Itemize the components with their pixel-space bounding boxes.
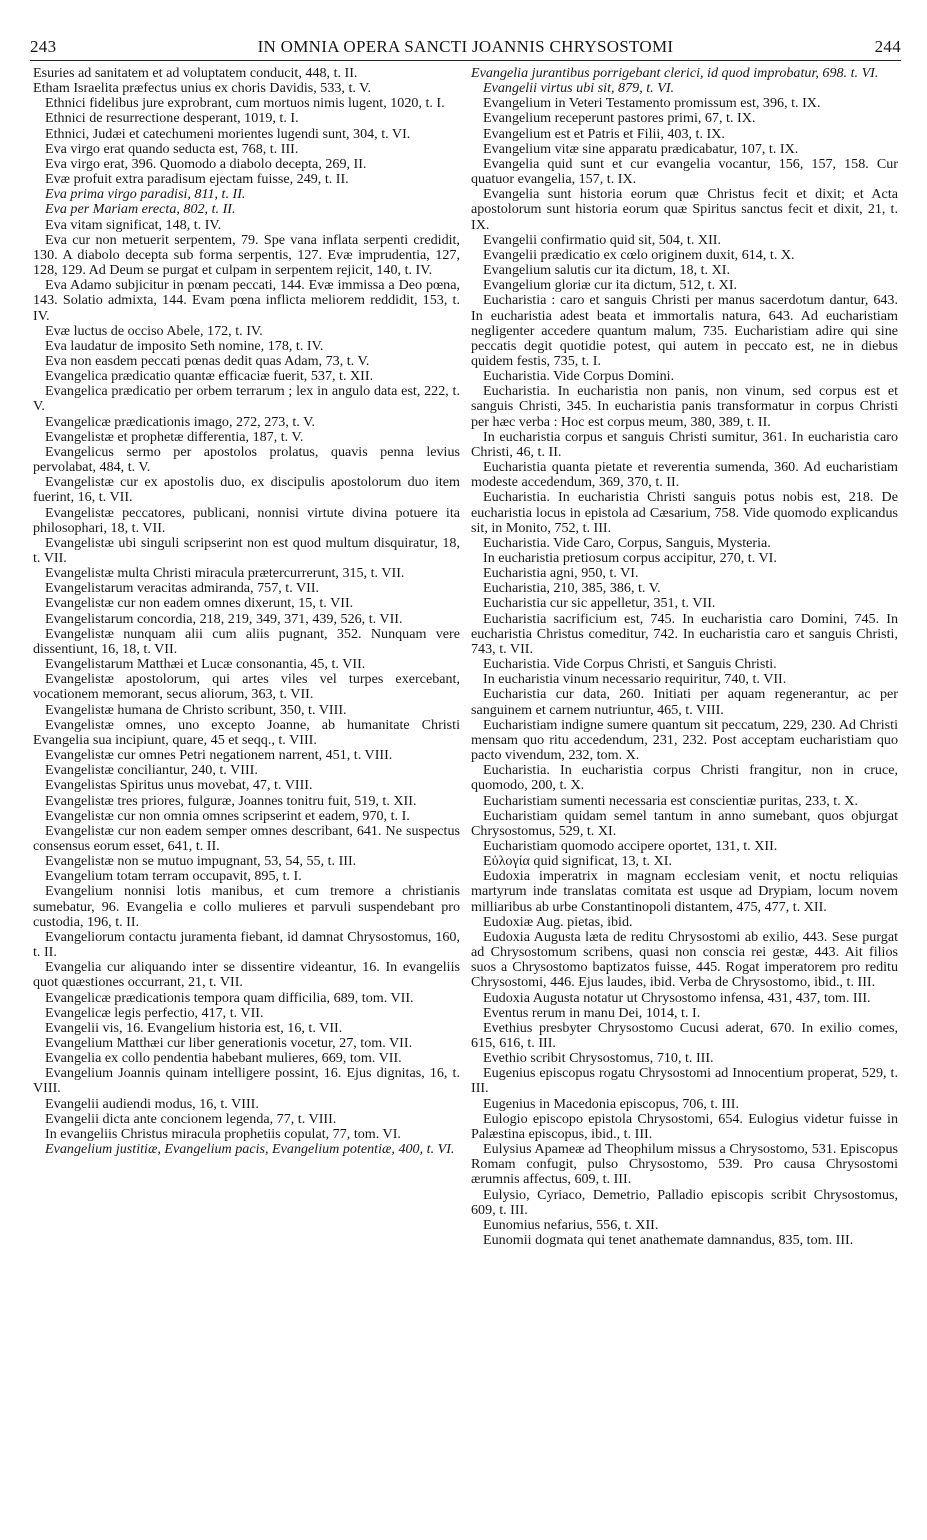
index-entry: Eucharistia cur data, 260. Initiati per aquam regenerantur, ac per sanguinem et carnem nutriuntur, 465, t. VIII. — [471, 686, 898, 718]
index-entry: Eva virgo erat quando seducta est, 768, t. III. — [45, 140, 299, 157]
index-entry: Evangelicæ legis perfectio, 417, t. VII. — [45, 1004, 264, 1021]
index-entry: Eucharistia cur sic appelletur, 351, t. VII. — [483, 595, 716, 612]
index-entry: Eucharistia, 210, 385, 386, t. V. — [483, 580, 661, 597]
index-entry: In eucharistia pretiosum corpus accipitur, 270, t. VI. — [483, 550, 777, 566]
index-entry: Eva non easdem peccati pœnas dedit quas Adam, 73, t. V. — [45, 352, 370, 369]
index-entry: Eva prima virgo paradisi, 811, t. II. — [45, 186, 246, 203]
index-entry: Evangelistæ apostolorum, qui artes viles vel turpes exercebant, vocationem memorant, secus aliorum, 363, t. VII. — [33, 671, 460, 703]
index-entry: In eucharistia corpus et sanguis Christi sumitur, 361. In eucharistia caro Christi, 46, t. II. — [471, 428, 898, 460]
index-entry: Evangelistæ peccatores, publicani, nonnisi virtute divina potuere ita philosophari, 18, t. VII. — [33, 504, 460, 536]
index-entry: Evangelium Matthæi cur liber generationis vocetur, 27, tom. VII. — [45, 1035, 413, 1051]
index-entry: Evangelii audiendi modus, 16, t. VIII. — [45, 1095, 259, 1112]
index-entry: Eulysio, Cyriaco, Demetrio, Palladio episcopis scribit Chrysostomus, 609, t. III. — [471, 1186, 898, 1218]
index-entry: Eventus rerum in manu Dei, 1014, t. I. — [483, 1004, 701, 1021]
index-entry: Esuries ad sanitatem et ad voluptatem conducit, 448, t. II. — [33, 66, 358, 81]
index-entry: Ethnici de resurrectione desperant, 1019, t. I. — [45, 110, 299, 127]
index-entry: Evangelia ex collo pendentia habebant mulieres, 669, tom. VII. — [45, 1050, 402, 1067]
index-entry: Eugenius episcopus rogatu Chrysostomi ad Innocentium properat, 529, t. III. — [471, 1065, 898, 1097]
index-entry: Ethnici, Judæi et catechumeni morientes lugendi sunt, 304, t. VI. — [45, 125, 411, 142]
running-title: IN OMNIA OPERA SANCTI JOANNIS CHRYSOSTOMI — [257, 37, 674, 56]
index-entry: Evangelicus sermo per apostolos prolatus, quavis penna levius pervolabat, 484, t. V. — [33, 443, 460, 476]
index-entry: Eudoxia Augusta notatur ut Chrysostomo infensa, 431, 437, tom. III. — [483, 989, 871, 1006]
index-entry: Evangelium vitæ sine apparatu prædicabatur, 107, t. IX. — [483, 140, 799, 157]
index-entry: Eva per Mariam erecta, 802, t. II. — [45, 201, 236, 218]
index-entry: Eucharistiam quomodo accipere oportet, 131, t. XII. — [483, 837, 778, 854]
index-entry: Evangelistæ cur non eadem omnes dixerunt, 15, t. VII. — [45, 595, 354, 612]
index-entry: Evangelium receperunt pastores primi, 67, t. IX. — [483, 110, 756, 127]
index-entry: Evangelistarum Matthæi et Lucæ consonantia, 45, t. VII. — [45, 656, 366, 673]
index-entry: Evangelii prædicatio ex cœlo originem duxit, 614, t. X. — [483, 246, 795, 263]
index-entry: Evangelium in Veteri Testamento promissum est, 396, t. IX. — [483, 95, 821, 112]
index-entry: Ethnici fidelibus jure exprobrant, cum mortuos nimis lugent, 1020, t. I. — [45, 95, 445, 112]
index-entry: Evangelii confirmatio quid sit, 504, t. XII. — [483, 231, 721, 248]
index-entry: Evangelistæ cur ex apostolis duo, ex discipulis apostolorum duo item fuerint, 16, t. VII. — [33, 474, 460, 506]
index-entry: Evangelium est et Patris et Filii, 403, t. IX. — [483, 125, 725, 142]
index-entry: Evangelica prædicatio per orbem terrarum ; lex in angulo data est, 222, t. V. — [33, 383, 460, 415]
index-entry: Eucharistia quanta pietate et reverentia sumenda, 360. Ad eucharistiam modeste accedendum, 369, 370, t. II. — [471, 459, 898, 491]
index-entry: Evangelistæ omnes, uno excepto Joanne, ab humanitate Christi Evangelia sua incipiunt, quare, 45 et seqq., t. VIII. — [33, 716, 460, 748]
index-entry: Eucharistia : caro et sanguis Christi per manus sacerdotum dantur, 643. In eucharistia adest beata et immortalis natura, 643. Ad eucharistiam negligenter accedere quantum malum, 735. Eucharistiam adire qui sine peccatis degit quotidie potest, qui autem in peccato est, ne in diebus quidem festis, 735, t. I. — [471, 292, 898, 369]
index-entry: Evangelii virtus ubi sit, 879, t. VI. — [483, 80, 675, 97]
index-entry: Evangelia cur aliquando inter se dissentire videantur, 16. In evangeliis quot quæstiones occurrant, 21, t. VII. — [33, 959, 460, 991]
index-entry: Etham Israelita præfectus unius ex choris Davidis, 533, t. V. — [33, 80, 372, 97]
index-entry: Evangelistæ cur non omnia omnes scripserint et eadem, 970, t. I. — [45, 807, 410, 824]
index-entry: Evangelia jurantibus porrigebant clerici, id quod improbatur, 698. t. VI. — [471, 66, 879, 81]
index-entry: Evangelium nonnisi lotis manibus, et cum tremore a christianis sumebatur, 96. Evangelia e collo mulieres et parvuli suspendebant pro custodia, 196, t. II. — [33, 883, 460, 930]
index-entry: Evangeliorum contactu juramenta fiebant, id damnat Chrysostomus, 160, t. II. — [33, 928, 460, 961]
index-entry: Eucharistia. In eucharistia Christi sanguis potus nobis est, 218. De eucharistia locus in epistola ad Cæsarium, 758. Vide quomodo explicandus sit, in Monito, 752, t. III. — [471, 489, 898, 536]
index-entry: Eucharistiam indigne sumere quantum sit peccatum, 229, 230. Ad Christi mensam quo ritu accedendum, 231, 232. Post acceptam eucharistiam quo pacto vivendum, 232, tom. X. — [471, 716, 898, 764]
page-number-left: 243 — [30, 37, 57, 56]
index-entry: Eulogio episcopo epistola Chrysostomi, 654. Eulogius videtur fuisse in Palæstina episcopus, ibid., t. III. — [471, 1110, 898, 1142]
index-entry: Evangelistas Spiritus unus movebat, 47, t. VIII. — [45, 777, 313, 794]
index-entry: Evangelia sunt historia eorum quæ Christus fecit et dixit; et Acta apostolorum sunt historia eorum quæ Spiritus sanctus fecit et dixit, 21, t. IX. — [471, 186, 898, 233]
index-entry: Eva laudatur de imposito Seth nomine, 178, t. IV. — [45, 337, 324, 354]
index-entry: Evangelistæ humana de Christo scribunt, 350, t. VIII. — [45, 701, 347, 718]
index-entry: Evangelia quid sunt et cur evangelia vocantur, 156, 157, 158. Cur quatuor evangelia, 157, t. IX. — [471, 155, 898, 188]
index-entry: Evangelistæ ubi singuli scripserint non est quod multum disquiratur, 18, t. VII. — [33, 534, 460, 566]
index-entry: Evethius presbyter Chrysostomo Cucusi aderat, 670. In exilio comes, 615, 616, t. III. — [471, 1019, 898, 1051]
index-entry: Evangelistæ nunquam alii cum aliis pugnant, 352. Nunquam vere dissentiunt, 16, 18, t. VII. — [33, 625, 460, 657]
index-entry: Evangelicæ prædicationis tempora quam difficilia, 689, tom. VII. — [45, 989, 414, 1006]
index-entry: Eulysius Apameæ ad Theophilum missus a Chrysostomo, 531. Episcopus Romam confugit, pulso Chrysostomo, 539. Pro causa Chrysostomi ærumnis affectus, 609, t. III. — [471, 1141, 898, 1188]
index-entry: Eunomii dogmata qui tenet anathemate damnandus, 835, tom. III. — [483, 1232, 854, 1249]
index-column-left — [33, 66, 460, 1534]
index-entry: Eucharistia. In eucharistia corpus Christi frangitur, non in cruce, quomodo, 200, t. X. — [471, 762, 898, 794]
running-header — [30, 36, 901, 61]
index-entry: Evangelium totam terram occupavit, 895, t. I. — [45, 868, 302, 885]
index-entry: Evangelium salutis cur ita dictum, 18, t. XI. — [483, 262, 730, 279]
index-entry: Εὐλογία quid significat, 13, t. XI. — [483, 853, 672, 870]
index-entry: Eudoxiæ Aug. pietas, ibid. — [483, 913, 633, 930]
index-entry: Evangelicæ prædicationis imago, 272, 273, t. V. — [45, 413, 315, 430]
index-entry: Evangelistæ cur omnes Petri negationem narrent, 451, t. VIII. — [45, 747, 393, 764]
index-entry: Evangelistæ et prophetæ differentia, 187, t. V. — [45, 428, 304, 445]
index-entry: Eva virgo erat, 396. Quomodo a diabolo decepta, 269, II. — [45, 155, 367, 172]
index-entry: Evæ profuit extra paradisum ejectam fuisse, 249, t. II. — [45, 171, 349, 188]
index-entry: Eva Adamo subjicitur in pœnam peccati, 144. Evæ immissa a Deo pœna, 143. Solatio admixta, 144. Evam pœna inflicta meliorem reddidit, 153, t. IV. — [33, 277, 460, 324]
index-entry: Eunomius nefarius, 556, t. XII. — [483, 1216, 659, 1233]
index-entry: Evangelium gloriæ cur ita dictum, 512, t. XI. — [483, 277, 738, 294]
index-entry: Eva cur non metuerit serpentem, 79. Spe vana inflata serpenti credidit, 130. A diabolo decepta sub forma serpentis, 127. Evæ imprudentia, 127, 128, 129. Ad Deum se purgat et culpam in serpentem rejicit, 140, t. IV. — [33, 231, 460, 279]
index-entry: In evangeliis Christus miracula prophetiis copulat, 77, tom. VI. — [45, 1125, 401, 1142]
index-column-right — [471, 66, 898, 1534]
index-entry: Evangelistarum veracitas admiranda, 757, t. VII. — [45, 580, 320, 597]
index-entry: Eucharistia agni, 950, t. VI. — [483, 565, 639, 582]
index-entry: Eucharistiam quidam semel tantum in anno sumebant, quos objurgat Chrysostomus, 529, t. XI. — [471, 807, 898, 839]
index-entry: Evangelistarum concordia, 218, 219, 349, 371, 439, 526, t. VII. — [45, 610, 403, 627]
index-entry: Evangelistæ tres priores, fulguræ, Joannes tonitru fuit, 519, t. XII. — [45, 792, 417, 809]
index-entry: Eugenius in Macedonia episcopus, 706, t. III. — [483, 1095, 739, 1112]
page-number-right: 244 — [874, 37, 901, 56]
index-entry: Eucharistia. Vide Corpus Christi, et Sanguis Christi. — [483, 656, 777, 673]
index-entry: Evangelii dicta ante concionem legenda, 77, t. VIII. — [45, 1110, 337, 1127]
index-entry: Evangelii vis, 16. Evangelium historia est, 16, t. VII. — [45, 1019, 343, 1036]
index-entry: Eucharistia sacrificium est, 745. In eucharistia caro Domini, 745. In eucharistia Christus comeditur, 742. In eucharistia caro et sanguis Christi, 743, t. VII. — [471, 610, 898, 657]
index-entry: Evangelistæ conciliantur, 240, t. VIII. — [45, 762, 258, 779]
index-entry: Evangelium Joannis quinam intelligere possint, 16. Ejus dignitas, 16, t. VIII. — [33, 1065, 460, 1097]
index-entry: Eucharistia. In eucharistia non panis, non vinum, sed corpus est et sanguis Christi, 345. In eucharistia panis transformatur in corpus Christi per hæc verba : Hoc est corpus meum, 380, 389, t. II. — [471, 383, 898, 430]
index-entry: Evangelistæ multa Christi miracula prætercurrerunt, 315, t. VII. — [45, 565, 405, 582]
index-entry: Evangelica prædicatio quantæ efficaciæ fuerit, 537, t. XII. — [45, 368, 374, 385]
index-entry: Evangelistæ non se mutuo impugnant, 53, 54, 55, t. III. — [45, 853, 357, 870]
index-entry: Eucharistia. Vide Corpus Domini. — [483, 368, 675, 385]
index-entry: Evæ luctus de occiso Abele, 172, t. IV. — [45, 322, 263, 339]
index-entry: Eva vitam significat, 148, t. IV. — [45, 216, 222, 233]
index-entry: Eudoxia Augusta læta de reditu Chrysostomi ab exilio, 443. Sese purgat ad Chrysostomum scribens, quasi non conscia rei gestæ, 443. Ait filios suos a Chrysostomo baptizatos fuisse, 445. Rogat imperatorem pro reditu Chrysostomi, 446. Ejus laudes, ibid. Verba de Chrysostomo, ibid., t. III. — [471, 928, 898, 991]
index-entry: Eucharistia. Vide Caro, Corpus, Sanguis, Mysteria. — [483, 534, 771, 551]
index-entry: Evangelium justitiæ, Evangelium pacis, Evangelium potentiæ, 400, t. VI. — [45, 1141, 455, 1158]
index-entry: Evangelistæ cur non eadem semper omnes describant, 641. Ne suspectus consensus eorum esset, 641, t. II. — [33, 822, 460, 854]
index-entry: Eucharistiam sumenti necessaria est conscientiæ puritas, 233, t. X. — [483, 792, 858, 809]
index-entry: Evethio scribit Chrysostomus, 710, t. III. — [483, 1050, 714, 1067]
index-entry: Eudoxia imperatrix in magnam ecclesiam venit, et noctu reliquias martyrum inde translatas comitata est usque ad Drypiam, locum novem milliaribus ab urbe Constantinopoli distantem, 475, 477, t. XII. — [471, 868, 898, 915]
index-entry: In eucharistia vinum necessario requiritur, 740, t. VII. — [483, 671, 787, 688]
